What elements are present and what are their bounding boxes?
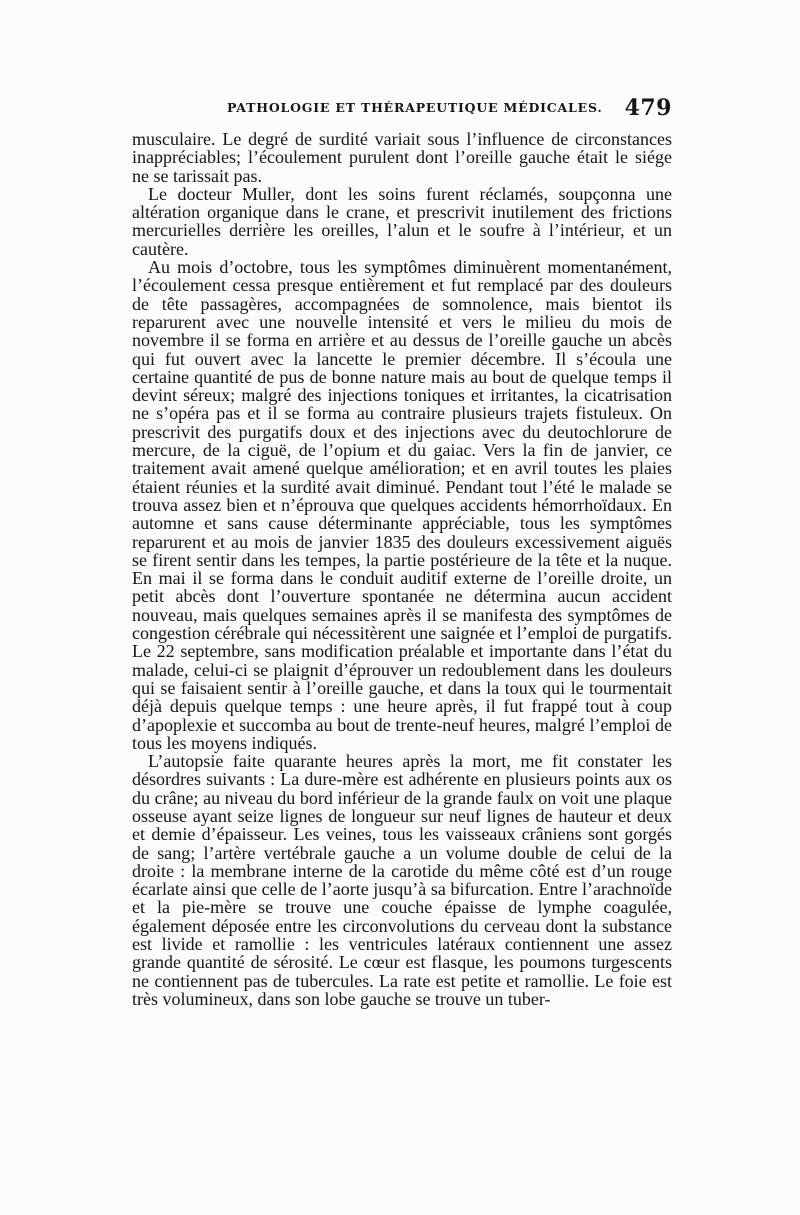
paragraph-4: L’autopsie faite quarante heures après la mort, me fit constater les désordres suivants : La dure-mère est adhérente en plusieurs points aux os du crâne; au niveau du bord inférieur de la grande faulx on voit une plaque osseuse ayant seize lignes de longueur sur neuf lignes de hauteur et deux et demie d’épaisseur. Les veines, tous les vaisseaux crâniens sont gorgés de sang; l’artère vertébrale gauche a un volume double de celui de la droite : la membrane interne de la carotide du même côté est d’un rouge écarlate ainsi que celle de l’aorte jusqu’à sa bifurcation. Entre l’arachnoïde et la pie-mère se trouve une couche épaisse de lymphe coagulée, également déposée entre les circonvolutions du cerveau dont la substance est livide et ramollie : les ventricules latéraux contiennent une assez grande quantité de sérosité. Le cœur est flasque, les poumons turgescents ne contiennent pas de tubercules. La rate est petite et ramollie. Le foie est très volumineux, dans son lobe gauche se trouve un tuber- xyxy=(132,751,672,1009)
page-number: 479 xyxy=(624,95,672,121)
paragraph-1: musculaire. Le degré de surdité variait sous l’influence de circonstances inappréciables; l’écoulement purulent dont l’oreille gauche était le siége ne se tarissait pas. xyxy=(132,129,672,186)
paragraph-2: Le docteur Muller, dont les soins furent réclamés, soupçonna une altération organique dans le crane, et prescrivit inutilement des frictions mercurielles derrière les oreilles, l’alun et le soufre à l’intérieur, et un cautère. xyxy=(132,183,672,259)
running-header xyxy=(132,97,672,125)
body-text xyxy=(132,130,672,1008)
paragraph-3: Au mois d’octobre, tous les symptômes diminuèrent momentanément, l’écoulement cessa presque entièrement et fut remplacé par des douleurs de tête passagères, accompagnées de somnolence, mais bientot ils reparurent avec une nouvelle intensité et vers le milieu du mois de novembre il se forma en arrière et au dessus de l’oreille gauche un abcès qui fut ouvert avec la lancette le premier décembre. Il s’écoula une certaine quantité de pus de bonne nature mais au bout de quelque temps il devint séreux; malgré des injections toniques et irritantes, la cicatrisation ne s’opéra pas et il se forma au contraire plusieurs trajets fistuleux. On prescrivit des purgatifs doux et des injections avec du deutochlorure de mercure, de la ciguë, de l’opium et du gaiac. Vers la fin de janvier, ce traitement avait amené quelque amélioration; et en avril toutes les plaies étaient réunies et la surdité avait diminué. Pendant tout l’été le malade se trouva assez bien et n’éprouva que quelques accidents hémorrhoïdaux. En automne et sans cause déterminante appréciable, tous les symptômes reparurent et au mois de janvier 1835 des douleurs excessivement aiguës se firent sentir dans les tempes, la partie postérieure de la tête et la nuque. En mai il se forma dans le conduit auditif externe de l’oreille droite, un petit abcès dont l’ouverture spontanée ne détermina aucun accident nouveau, mais quelques semaines après il se manifesta des symptômes de congestion cérébrale qui nécessitèrent une saignée et l’emploi de purgatifs. Le 22 septembre, sans modification préalable et importante dans l’état du malade, celui-ci se plaignit d’éprouver un redoublement dans les douleurs qui se faisaient sentir à l’oreille gauche, et dans la toux qui le tourmentait déjà depuis quelque temps : une heure après, il fut frappé tout à coup d’apoplexie et succomba au bout de trente-neuf heures, malgré l’emploi de tous les moyens indiqués. xyxy=(132,257,672,753)
header-title: PATHOLOGIE ET THÉRAPEUTIQUE MÉDICALES. xyxy=(227,100,603,115)
